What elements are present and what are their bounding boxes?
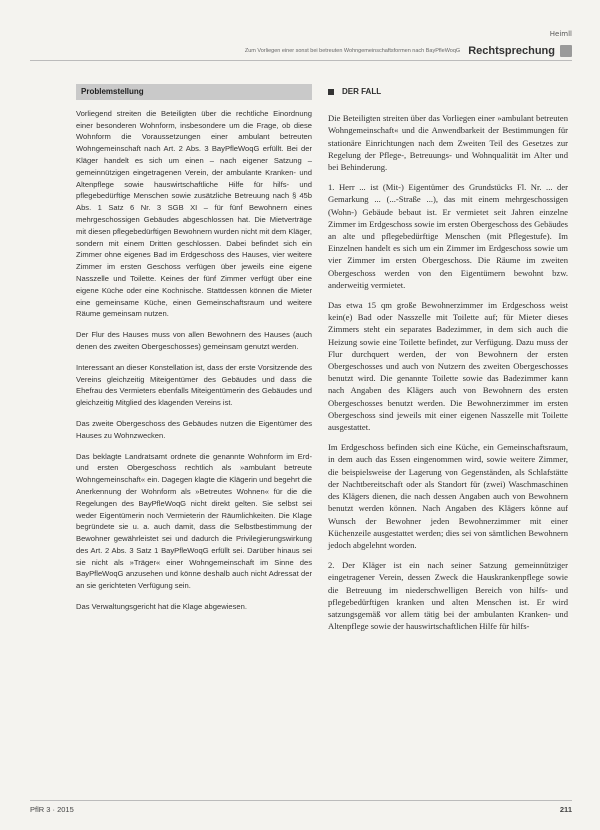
header-title: Rechtsprechung <box>468 45 555 57</box>
page-header <box>30 42 572 61</box>
left-paragraph: Das Verwaltungsgericht hat die Klage abgewiesen. <box>76 602 247 612</box>
square-bullet-icon <box>328 89 334 95</box>
top-label: Heimll <box>549 30 572 38</box>
right-paragraph: Die Beteiligten streiten über das Vorliegen einer »ambulant betreuten Wohngemeinschaft« und die Anwendbarkeit der Bestimmungen für stationäre Einrichtungen nach dem Zweiten Teil des Gesetzes zur Regelung der Pflege-, Betreuungs- und Wohnqualität im Alter und bei Behinderung. <box>328 113 568 173</box>
problem-heading: Problemstellung <box>76 84 312 100</box>
right-column <box>328 84 568 640</box>
page-number: 211 <box>559 805 572 814</box>
left-paragraph: Vorliegend streiten die Beteiligten über die rechtliche Einordnung einer besonderen Wohnform, insbesondere um die Frage, ob diese Wohnform die Voraussetzungen einer ambulant betreuten Wohngemeinschaft nach Art. 2 Abs. 3 BayPfleWoqG erfüllt. Bei der Kläger handelt es sich um einen – nach eigener Satzung – gemeinnützigen eingetragenen Verein, der ambulante Kranken- und Altenpflege sowie hauswirtschaftliche Hilfe für hilfs- und pflegebedürftige Menschen sowie zusätzliche Betreuung nach § 45b Abs. 1 Satz 6 Nr. 3 SGB XI – für fünf Bewohnern eines mehrgeschossigen Gebäudes abgeschlossen hat. Die Mietverträge mit diesen pflegebedürftigen Bewohnern wurden nicht mit dem Kläger, sondern mit einem Dritten geschlossen. Dabei befindet sich ein Zimmer ohne eigenes Bad im Erdgeschoss des Hauses, vier weitere Zimmer im ersten Geschoss verfügen über jeweils eine eigene Nasszelle und Toilette. Keines der fünf Zimmer verfügt über eine eigene Küche oder eine Kochnische. Stattdessen können die Mieter eine gemeinsame Küche, einen Gemeinschaftsraum und weitere Räume gemeinsam nutzen. <box>76 108 312 319</box>
case-heading-label: DER FALL <box>342 87 382 96</box>
case-heading <box>328 84 568 100</box>
left-paragraph: Der Flur des Hauses muss von allen Bewohnern des Hauses (auch denen des zweiten Obergeschosses) gemeinsam genutzt werden. <box>76 330 312 351</box>
right-paragraph: 2. Der Kläger ist ein nach seiner Satzung gemeinnütziger eingetragener Verein, dessen Zweck die Hauskrankenpflege sowie die Betreuung im niederschwelligen Bereich von hilfs- und pflegebedürftigen kranken und alten Menschen ist. Er wird satzungsgemäß vor allem tätig bei der ambulanten Kranken- und Altenpflege sowie der hauswirtschaftlichen Hilfe für hilfs- <box>328 560 568 632</box>
right-paragraph: Das etwa 15 qm große Bewohnerzimmer im Erdgeschoss weist kein(e) Bad oder Nasszelle mit Toilette auf; für Mieter dieses Zimmers steht ein separates Badezimmer, in dem sich auch die Heizung sowie eine Toilette befindet, zur Verfügung. Dazu muss der Flur durchquert werden, der von Bewohnern der ersten Obergeschosses und auch von Nutzern des zweiten Obergeschosses benutzt wird. Die genannte Toilette sowie das Badezimmer kann nach Angaben des Klägers auch von Bewohnern des ersten Obergeschosses benutzt werden. Die Bewohnerzimmer im ersten Obergeschoss sind jeweils mit einer eigenen Nasszelle mit Toilette ausgestattet. <box>328 300 568 433</box>
header-subtitle: Zum Vorliegen einer sonst bei betreuten Wohngemeinschaftsformen nach BayPfleWoqG <box>244 48 461 54</box>
left-paragraph: Das zweite Obergeschoss des Gebäudes nutzen die Eigentümer des Hauses zu Wohnzwecken. <box>76 418 312 440</box>
right-paragraph: 1. Herr ... ist (Mit-) Eigentümer des Grundstücks Fl. Nr. ... der Gemarkung ... (...-Straße ...), das mit einem mehrgeschossigen (Wohn-) Gebäude bebaut ist. Er vermietet seit Jahren einzelne Zimmer im Erdgeschoss sowie im ersten Obergeschoss des Gebäudes an alte und pflegebedürftige Menschen (mit Pflegestufe). Im Einzelnen handelt es sich um ein Zimmer im Erdgeschoss sowie um vier Zimmer im ersten Obergeschoss. Die Räume im zweiten Obergeschoss werden von den Eigentümern bewohnt bzw. anderweitig vermietet. <box>328 182 568 290</box>
section-marker-icon <box>560 45 572 57</box>
journal-issue: PflR 3 · 2015 <box>30 805 74 814</box>
left-column <box>76 84 312 622</box>
page-footer <box>30 800 572 814</box>
left-paragraph: Interessant an dieser Konstellation ist, dass der erste Vorsitzende des Vereins gleichzeitig Miteigentümer des Gebäudes und dass die Ehefrau des Vermieters ebenfalls Miteigentümerin des Gebäudes und gleichzeitig Mitglied des klagenden Vereins ist. <box>76 362 312 408</box>
left-paragraph: Das beklagte Landratsamt ordnete die genannte Wohnform im Erd- und ersten Obergeschoss rechtlich als »ambulant betreute Wohngemeinschaft« ein. Dagegen klagte die Klägerin und begehrt die Anerkennung der Wohnform als »Betreutes Wohnen« für die die Regelungen des BayPfleWoqG nicht direkt gelten. Sie selbst sei weder Eigentümerin noch Vermieterin der Räumlichkeiten. Die Klage begründete sie u. a. auch damit, dass die Selbstbestimmung der Bewohner gewährleistet sei und dadurch die Privilegierungswirkung des Art. 2 Abs. 3 Satz 1 BayPfleWoqG erfüllt sei. Darüber hinaus sei sie nicht als »Träger« einer Wohngemeinschaft im Sinne des BayPfleWoqG anzusehen und könne deshalb auch nicht Adressat der an sie gerichteten Verfügung sein. <box>76 451 312 591</box>
right-paragraph: Im Erdgeschoss befinden sich eine Küche, ein Gemeinschaftsraum, in dem auch das Essen eingenommen wird, sowie weitere Zimmer, die beispielsweise der Lagerung von Gegenständen, als Schlafstätte der Nachtbereitschaft oder als Standort für (zwei) Waschmaschinen des Klägers dienen, die nach dessen Angaben auch von Bewohnern benutzt werden können. Nach Angaben des Klägers könne auf Wunsch der Bewohner jeden Bewohnerzimmer mit einer Küchenzeile ausgestattet werden; dies sei von sämtlichen Bewohnern jedoch abgelehnt worden. <box>328 442 568 550</box>
